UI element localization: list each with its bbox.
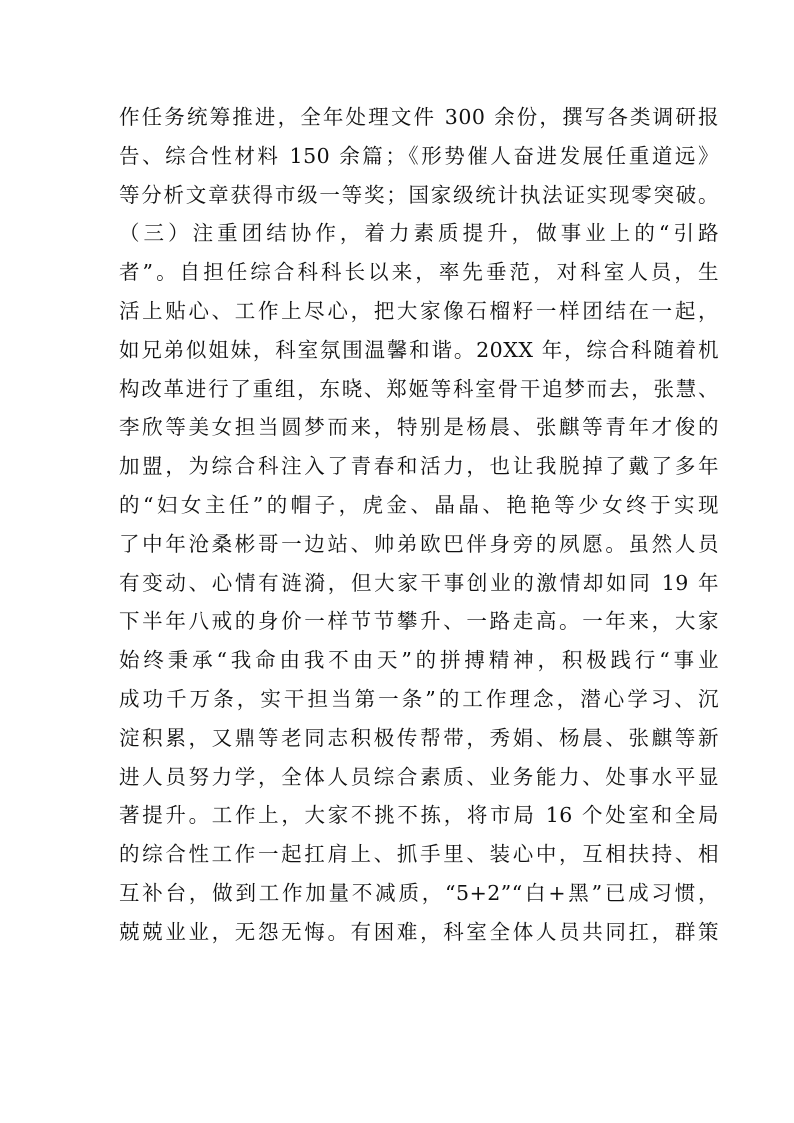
text-line: 者”。自担任综合科科长以来，率先垂范，对科室人员，生 <box>119 260 719 285</box>
text-line: 如兄弟似姐妹，科室氛围温馨和谐。20XX 年，综合科随着机 <box>119 337 719 362</box>
text-line: （三）注重团结协作，着力素质提升，做事业上的“引路 <box>119 221 719 246</box>
text-line: 告、综合性材料 150 余篇；《形势催人奋进发展任重道远》 <box>119 143 719 168</box>
text-line: 的“妇女主任”的帽子，虎金、晶晶、艳艳等少女终于实现 <box>119 492 719 517</box>
text-line: 活上贴心、工作上尽心，把大家像石榴籽一样团结在一起， <box>119 298 719 323</box>
text-line: 著提升。工作上，大家不挑不拣，将市局 16 个处室和全局 <box>119 803 719 828</box>
text-line: 有变动、心情有涟漪，但大家干事创业的激情却如同 19 年 <box>119 570 719 595</box>
text-line: 作任务统筹推进，全年处理文件 300 余份，撰写各类调研报 <box>119 105 719 129</box>
text-line: 始终秉承“我命由我不由天”的拼搏精神，积极践行“事业 <box>119 648 719 673</box>
text-line: 兢兢业业，无怨无悔。有困难，科室全体人员共同扛，群策 <box>119 919 719 944</box>
text-line: 下半年八戒的身价一样节节攀升、一路走高。一年来，大家 <box>119 609 719 634</box>
text-line: 成功千万条，实干担当第一条”的工作理念，潜心学习、沉 <box>119 686 719 711</box>
text-line: 了中年沧桑彬哥一边站、帅弟欧巴伴身旁的夙愿。虽然人员 <box>119 531 719 556</box>
text-line: 李欣等美女担当圆梦而来，特别是杨晨、张麒等青年才俊的 <box>119 415 719 440</box>
text-line: 互补台，做到工作加量不减质，“5+2”“白+黑”已成习惯， <box>119 880 719 905</box>
text-line: 进人员努力学，全体人员综合素质、业务能力、处事水平显 <box>119 764 719 789</box>
body-text <box>119 98 719 952</box>
text-line: 构改革进行了重组，东晓、郑姬等科室骨干追梦而去，张慧、 <box>119 376 719 401</box>
text-line: 加盟，为综合科注入了青春和活力，也让我脱掉了戴了多年 <box>119 454 719 479</box>
text-line: 的综合性工作一起扛肩上、抓手里、装心中，互相扶持、相 <box>119 842 719 867</box>
text-line: 淀积累，又鼎等老同志积极传帮带，秀娟、杨晨、张麒等新 <box>119 725 719 750</box>
text-line: 等分析文章获得市级一等奖；国家级统计执法证实现零突破。 <box>119 182 719 207</box>
